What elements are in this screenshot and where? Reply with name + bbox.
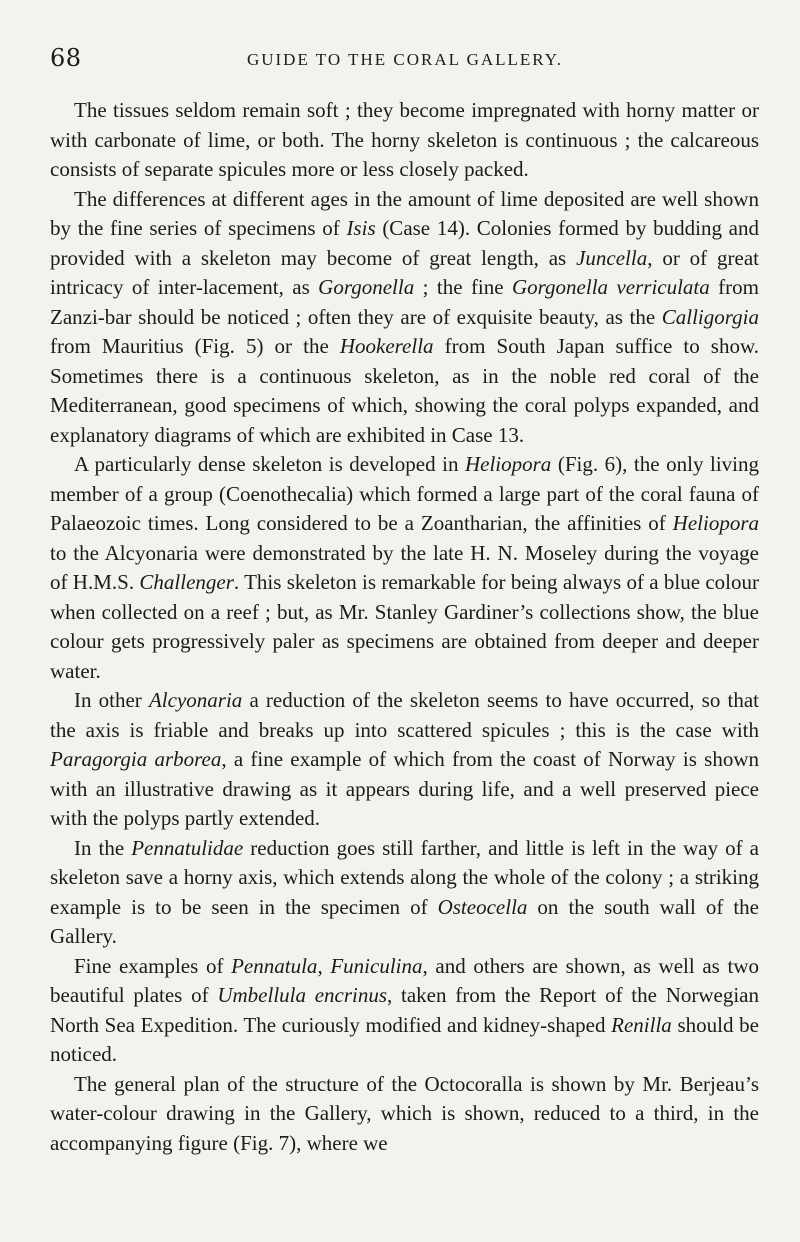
italic-term: Calligorgia: [661, 304, 759, 329]
italic-term: Alcyonaria: [148, 688, 243, 712]
text-run: should be noticed.: [50, 1012, 759, 1066]
paragraph: [50, 450, 759, 686]
text-run: ,: [317, 953, 331, 978]
text-run: reduction goes still farther, and little is left in the way of a skeleton save a horny axis, which extends along the whole of the colony ; a striking example is to be seen in the specimen of: [50, 835, 759, 919]
text-run: , or of great intricacy of inter-lacement, as: [50, 245, 759, 299]
text-run: to the Alcyonaria were demonstrated by the late H. N. Moseley during the voyage of H.M.S.: [50, 540, 759, 594]
page-number: 68: [50, 44, 82, 72]
text-run: . This skeleton is remarkable for being always of a blue colour when collected on a reef ; but, as Mr. Stanley Gardiner’s collections show, the blue colour gets progressively paler as specimens are obtained from deeper and deeper water.: [50, 570, 759, 683]
italic-term: Pennatula: [231, 953, 318, 978]
text-run: , and others are shown, as well as two beautiful plates of: [50, 953, 759, 1007]
text-run: ; the fine: [414, 275, 512, 299]
text-run: The tissues seldom remain soft ; they become impregnated with horny matter or with carbonate of lime, or both. The horny skeleton is continuous ; the calcareous consists of separate spicules more or less closely packed.: [50, 98, 759, 181]
text-run: , taken from the Report of the Norwegian North Sea Expedition. The curiously modified and kidney-shaped: [50, 983, 759, 1037]
text-run: from South Japan suffice to show. Sometimes there is a continuous skeleton, as in the noble red coral of the Mediterranean, good specimens of which, showing the coral polyps expanded, and explanatory diagrams of which are exhibited in Case 13.: [50, 334, 759, 447]
page-header: [50, 44, 760, 84]
paragraph: [50, 686, 759, 834]
italic-term: Juncella: [576, 245, 648, 270]
text-run: A particularly dense skeleton is developed in: [74, 452, 465, 476]
italic-term: Pennatulidae: [131, 835, 244, 860]
italic-term: Heliopora: [672, 511, 759, 535]
paragraph: [50, 834, 759, 952]
text-run: a reduction of the skeleton seems to have occurred, so that the axis is friable and breaks up into scattered spicules ; this is the case with: [50, 688, 759, 742]
text-run: In other: [74, 688, 149, 712]
italic-term: Gorgonella: [318, 275, 415, 299]
text-run: (Fig. 6), the only living member of a group (Coenothecalia) which formed a large part of the coral fauna of Palaeozoic times. Long considered to be a Zoantharian, the affinities of: [50, 452, 759, 535]
italic-term: Funiculina: [330, 953, 423, 978]
italic-term: Isis: [346, 216, 376, 240]
italic-term: Renilla: [611, 1012, 672, 1037]
italic-term: Paragorgia arborea: [50, 747, 222, 771]
italic-term: Heliopora: [464, 452, 552, 476]
italic-term: Challenger: [139, 570, 234, 594]
paragraph: [50, 185, 759, 451]
paragraph: [50, 96, 759, 185]
text-run: (Case 14). Colonies formed by budding and provided with a skeleton may become of great length, as: [50, 216, 759, 270]
text-run: on the south wall of the Gallery.: [50, 894, 759, 948]
paragraph: [50, 952, 759, 1070]
italic-term: Hookerella: [339, 334, 434, 358]
text-run: The general plan of the structure of the Octocoralla is shown by Mr. Berjeau’s water-colour drawing in the Gallery, which is shown, reduced to a third, in the accompanying figure (Fig. 7), where we: [50, 1071, 759, 1155]
body-text: [50, 96, 759, 1158]
text-run: from Mauritius (Fig. 5) or the: [50, 334, 340, 358]
text-run: Fine examples of: [74, 953, 232, 978]
italic-term: Osteocella: [437, 894, 528, 919]
text-run: , a fine example of which from the coast of Norway is shown with an illustrative drawing as it appears during life, and a well preserved piece with the polyps partly extended.: [50, 747, 759, 830]
italic-term: Umbellula encrinus: [217, 983, 388, 1007]
paragraph: [50, 1070, 759, 1159]
text-run: The differences at different ages in the amount of lime deposited are well shown by the fine series of specimens of: [50, 186, 759, 240]
text-run: In the: [74, 835, 132, 860]
italic-term: Gorgonella verriculata: [512, 275, 710, 299]
running-head: GUIDE TO THE CORAL GALLERY.: [246, 50, 564, 69]
text-run: from Zanzi-bar should be noticed ; often they are of exquisite beauty, as the: [50, 275, 759, 329]
